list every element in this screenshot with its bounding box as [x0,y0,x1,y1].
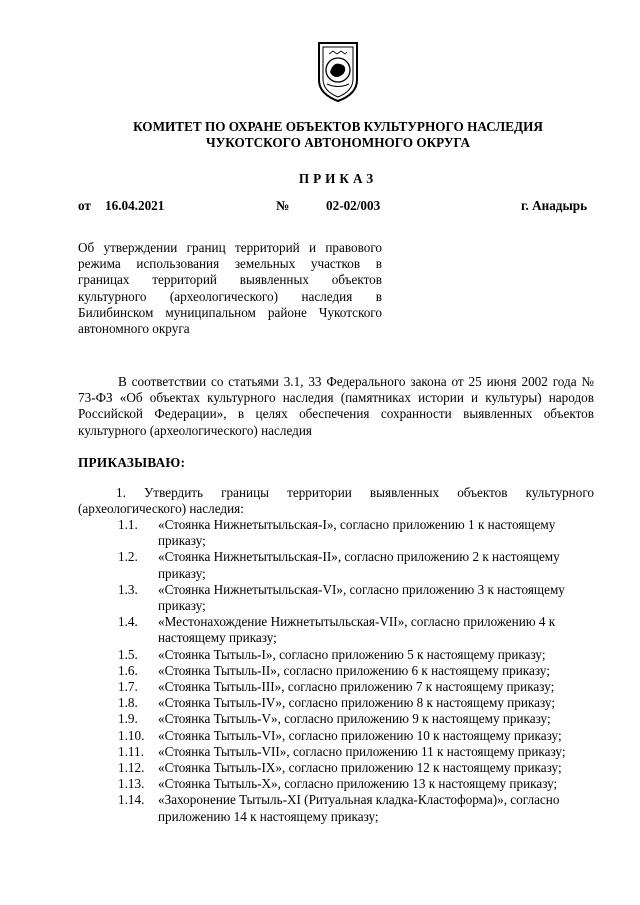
subitem-text: «Стоянка Тытыль-X», согласно приложению 13 к настоящему приказу; [158,776,558,792]
document-subject: Об утверждении границ территорий и правового режима использования земельных участков в границах территорий выявленных объектов культурного (археологического) наследия в Билибинском муниципальном районе Чукотского автономного округа [78,240,382,337]
subitem-text: «Местонахождение Нижнетытыльская-VII», согласно приложению 4 к настоящему приказу; [158,614,556,646]
list-item [118,582,600,614]
subitem-text: «Стоянка Тытыль-I», согласно приложению 5 к настоящему приказу; [158,646,546,662]
subitem-text: «Стоянка Тытыль-IX», согласно приложению 12 к настоящему приказу; [158,760,562,776]
subitem-number: 1.7. [118,679,138,695]
list-item [118,711,600,727]
subitem-text: «Захоронение Тытыль-XI (Ритуальная кладка-Кластоформа)», согласно приложению 14 к настоящему приказу; [158,792,560,824]
order-item-1: 1. Утвердить границы территории выявленных объектов культурного (археологического) наследия: [78,485,594,517]
document-date: 16.04.2021 [105,198,165,213]
organization-line-1: КОМИТЕТ ПО ОХРАНЕ ОБЪЕКТОВ КУЛЬТУРНОГО НАСЛЕДИЯ [133,119,543,134]
subitem-number: 1.3. [118,581,138,597]
subitem-number: 1.12. [118,760,145,776]
list-item [118,728,600,744]
list-item [118,614,600,646]
number-sign: № [276,198,290,213]
list-item [118,647,600,663]
order-heading: ПРИКАЗЫВАЮ: [78,455,186,470]
subitem-number: 1.1. [118,517,138,532]
date-label: от [78,198,91,213]
list-item [118,517,600,549]
list-item [118,776,600,792]
subitem-number: 1.2. [118,549,138,565]
subitem-text: «Стоянка Тытыль-III», согласно приложению 7 к настоящему приказу; [158,679,555,695]
list-item [118,792,600,824]
subitem-number: 1.6. [118,662,138,678]
list-item [118,679,600,695]
subitem-number: 1.5. [118,646,138,662]
list-item [118,695,600,711]
document-number: 02-02/003 [326,198,381,213]
document-type: ПРИКАЗ [298,171,378,186]
subitem-number: 1.11. [118,743,144,759]
subitem-text: «Стоянка Тытыль-IV», согласно приложению 8 к настоящему приказу; [158,695,556,711]
list-item [118,744,600,760]
subitem-number: 1.4. [118,614,138,630]
subitem-number: 1.9. [118,711,138,727]
subitem-text: «Стоянка Нижнетытыльская-VI», согласно приложению 3 к настоящему приказу; [158,581,565,614]
preamble-paragraph: В соответствии со статьями 3.1, 33 Федерального закона от 25 июня 2002 года № 73-ФЗ «Об объектах культурного наследия (памятниках истории и культуры) народов Российской Федерации», в целях обеспечения сохранности выявленных объектов культурного (археологического) наследия [78,374,594,438]
subitem-text: «Стоянка Нижнетытыльская-I», согласно приложению 1 к настоящему приказу; [158,517,556,549]
document-city: г. Анадырь [521,198,588,213]
subitem-number: 1.8. [118,695,138,711]
subitem-text: «Стоянка Тытыль-VII», согласно приложению 11 к настоящему приказу; [158,743,566,759]
subitem-number: 1.13. [118,776,145,792]
list-item [118,663,600,679]
subitem-list [118,517,600,825]
subitem-text: «Стоянка Тытыль-II», согласно приложению 6 к настоящему приказу; [158,662,550,678]
subitem-text: «Стоянка Нижнетытыльская-II», согласно приложению 2 к настоящему приказу; [158,549,560,581]
subitem-text: «Стоянка Тытыль-VI», согласно приложению 10 к настоящему приказу; [158,727,562,743]
organization-name [70,119,606,151]
subitem-number: 1.10. [118,727,145,743]
coat-of-arms-icon [313,40,363,104]
list-item [118,760,600,776]
organization-line-2: ЧУКОТСКОГО АВТОНОМНОГО ОКРУГА [205,135,471,150]
list-item [118,549,600,581]
subitem-number: 1.14. [118,792,145,808]
subitem-text: «Стоянка Тытыль-V», согласно приложению 9 к настоящему приказу; [158,711,551,727]
